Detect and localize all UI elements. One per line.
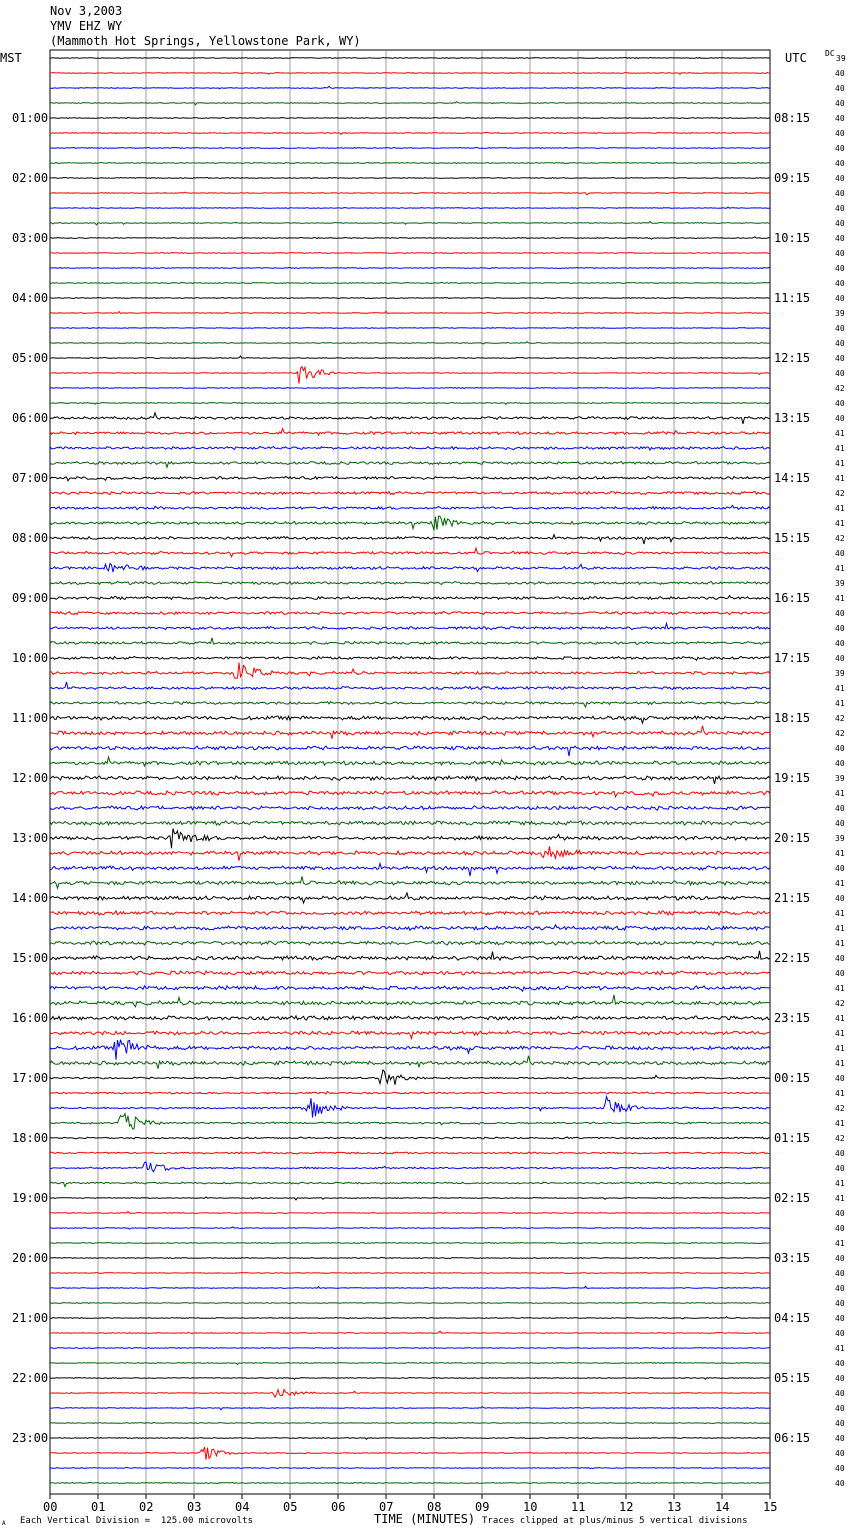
seismic-trace — [50, 298, 770, 299]
header-location: (Mammoth Hot Springs, Yellowstone Park, WY) — [50, 34, 361, 48]
utc-hour-label: 13:15 — [774, 411, 811, 425]
seismic-trace — [50, 447, 770, 451]
seismic-trace — [50, 117, 770, 118]
dc-offset-value: 41 — [835, 984, 845, 993]
mst-hour-label: 22:00 — [12, 1371, 49, 1385]
seismic-trace — [50, 757, 770, 766]
dc-offset-value: 40 — [835, 189, 845, 198]
x-tick-label: 03 — [187, 1500, 202, 1514]
dc-offset-value: 41 — [835, 1119, 845, 1128]
dc-offset-value: 41 — [835, 924, 845, 933]
dc-offset-value: 40 — [835, 1149, 845, 1158]
seismic-trace — [50, 1040, 770, 1060]
dc-offset-value: 42 — [835, 999, 845, 1008]
dc-offset-value: 40 — [835, 609, 845, 618]
seismic-trace — [50, 1390, 770, 1398]
seismic-trace — [50, 1243, 770, 1244]
header-station: YMV EHZ WY — [50, 19, 123, 33]
dc-offset-value: 41 — [835, 1044, 845, 1053]
dc-offset-value: 42 — [835, 714, 845, 723]
x-tick-label: 07 — [379, 1500, 394, 1514]
seismic-trace — [50, 102, 770, 105]
x-tick-label: 02 — [139, 1500, 154, 1514]
seismic-trace — [50, 746, 770, 756]
dc-offset-value: 40 — [835, 819, 845, 828]
dc-offset-value: 40 — [835, 624, 845, 633]
seismic-trace — [50, 582, 770, 585]
utc-hour-label: 19:15 — [774, 771, 811, 785]
utc-hour-label: 18:15 — [774, 711, 811, 725]
seismic-trace — [50, 1273, 770, 1274]
seismic-trace — [50, 1483, 770, 1484]
x-tick-label: 00 — [43, 1500, 58, 1514]
seismic-trace — [50, 342, 770, 344]
seismic-trace — [50, 846, 770, 861]
seismic-trace — [50, 476, 770, 480]
dc-offset-value: 41 — [835, 699, 845, 708]
seismic-trace — [50, 516, 770, 530]
dc-offset-value: 40 — [835, 99, 845, 108]
seismic-trace — [50, 462, 770, 468]
x-tick-label: 15 — [763, 1500, 778, 1514]
dc-offset-value: 41 — [835, 1194, 845, 1203]
dc-offset-value: 40 — [835, 954, 845, 963]
dc-offset-value: 40 — [835, 639, 845, 648]
dc-offset-value: 40 — [835, 1404, 845, 1413]
utc-hour-label: 08:15 — [774, 111, 811, 125]
dc-offset-value: 40 — [835, 354, 845, 363]
dc-offset-value: 40 — [835, 1299, 845, 1308]
seismic-trace — [50, 1286, 770, 1288]
seismic-trace — [50, 726, 770, 739]
seismic-trace — [50, 925, 770, 930]
x-tick-label: 01 — [91, 1500, 106, 1514]
left-zone-label: MST — [0, 51, 22, 65]
seismic-trace — [50, 237, 770, 239]
dc-offset-value: 40 — [835, 399, 845, 408]
seismic-trace — [50, 1447, 770, 1460]
seismic-trace — [50, 222, 770, 225]
x-axis-label: TIME (MINUTES) — [374, 1512, 476, 1526]
dc-offset-value: 40 — [835, 1284, 845, 1293]
utc-hour-label: 02:15 — [774, 1191, 811, 1205]
footer-clip-text: Traces clipped at plus/minus 5 vertical divisions — [482, 1516, 748, 1526]
seismic-trace — [50, 192, 770, 195]
dc-offset-value: 40 — [835, 1224, 845, 1233]
seismic-trace — [50, 1070, 770, 1085]
seismic-trace — [50, 492, 770, 495]
seismic-trace — [50, 356, 770, 358]
seismic-trace — [50, 1407, 770, 1410]
seismic-trace — [50, 1137, 770, 1139]
dc-offset-value: 40 — [835, 549, 845, 558]
dc-offset-value: 40 — [835, 744, 845, 753]
seismic-trace — [50, 1152, 770, 1154]
dc-offset-value: 40 — [835, 414, 845, 423]
mst-hour-label: 17:00 — [12, 1071, 49, 1085]
seismic-trace — [50, 1348, 770, 1349]
seismic-trace — [50, 268, 770, 269]
seismic-trace — [50, 1331, 770, 1333]
mst-hour-label: 16:00 — [12, 1011, 49, 1025]
seismic-trace — [50, 367, 770, 384]
mst-hour-label: 10:00 — [12, 651, 49, 665]
seismic-trace — [50, 1317, 770, 1319]
seismic-trace — [50, 1303, 770, 1304]
mst-hour-label: 14:00 — [12, 891, 49, 905]
seismic-trace — [50, 656, 770, 660]
header-date: Nov 3,2003 — [50, 4, 123, 18]
dc-offset-value: 41 — [835, 1344, 845, 1353]
dc-offset-value: 40 — [835, 969, 845, 978]
dc-offset-value: 41 — [835, 1239, 845, 1248]
dc-offset-value: 40 — [835, 1374, 845, 1383]
footer-tiny-mark: A — [2, 1520, 6, 1527]
seismic-trace — [50, 429, 770, 436]
dc-offset-value: 40 — [835, 249, 845, 258]
mst-hour-label: 15:00 — [12, 951, 49, 965]
dc-offset-value: 39 — [835, 834, 845, 843]
mst-hour-label: 12:00 — [12, 771, 49, 785]
dc-offset-value: 40 — [835, 1464, 845, 1473]
dc-offset-value: 41 — [835, 1029, 845, 1038]
utc-hour-label: 17:15 — [774, 651, 811, 665]
dc-offset-value: 41 — [835, 504, 845, 513]
dc-offset-value: 41 — [835, 939, 845, 948]
dc-offset-value: 40 — [835, 1074, 845, 1083]
seismic-trace — [50, 388, 770, 389]
seismic-trace — [50, 1212, 770, 1214]
mst-hour-label: 06:00 — [12, 411, 49, 425]
dc-offset-value: 39 — [835, 774, 845, 783]
seismic-trace — [50, 548, 770, 557]
dc-offset-value: 40 — [835, 1164, 845, 1173]
utc-hour-label: 03:15 — [774, 1251, 811, 1265]
utc-hour-label: 21:15 — [774, 891, 811, 905]
seismic-trace — [50, 863, 770, 876]
seismic-trace — [50, 791, 770, 797]
seismic-trace — [50, 893, 770, 903]
seismic-trace — [50, 133, 770, 135]
seismic-trace — [50, 941, 770, 945]
mst-hour-label: 08:00 — [12, 531, 49, 545]
dc-offset-value: 39 — [835, 669, 845, 678]
seismic-trace — [50, 403, 770, 405]
seismic-trace — [50, 638, 770, 645]
seismic-trace — [50, 829, 770, 849]
dc-offset-value: 41 — [835, 684, 845, 693]
x-tick-label: 09 — [475, 1500, 490, 1514]
dc-offset-value: 40 — [835, 129, 845, 138]
x-tick-label: 04 — [235, 1500, 250, 1514]
x-tick-label: 06 — [331, 1500, 346, 1514]
seismic-trace — [50, 1197, 770, 1200]
seismic-trace — [50, 58, 770, 59]
dc-offset-value: 40 — [835, 1359, 845, 1368]
dc-offset-value: 42 — [835, 489, 845, 498]
dc-offset-value: 39 — [835, 579, 845, 588]
utc-hour-label: 10:15 — [774, 231, 811, 245]
seismic-trace — [50, 995, 770, 1007]
seismic-trace — [50, 1257, 770, 1258]
utc-hour-label: 06:15 — [774, 1431, 811, 1445]
utc-hour-label: 14:15 — [774, 471, 811, 485]
x-tick-label: 11 — [571, 1500, 586, 1514]
seismic-trace — [50, 282, 770, 283]
dc-offset-value: 41 — [835, 459, 845, 468]
dc-offset-value: 40 — [835, 1209, 845, 1218]
utc-hour-label: 09:15 — [774, 171, 811, 185]
utc-hour-label: 23:15 — [774, 1011, 811, 1025]
seismic-trace — [50, 1031, 770, 1039]
dc-offset-value: 40 — [835, 1479, 845, 1488]
dc-offset-value: 40 — [835, 69, 845, 78]
dc-offset-value: 40 — [835, 159, 845, 168]
dc-offset-value: 42 — [835, 1134, 845, 1143]
seismic-trace — [50, 776, 770, 784]
mst-hour-label: 09:00 — [12, 591, 49, 605]
dc-offset-value: 40 — [835, 1434, 845, 1443]
utc-hour-label: 11:15 — [774, 291, 811, 305]
seismic-trace — [50, 1097, 770, 1118]
seismic-trace — [50, 1182, 770, 1187]
mst-hour-label: 07:00 — [12, 471, 49, 485]
dc-offset-value: 40 — [835, 114, 845, 123]
dc-offset-value: 40 — [835, 1329, 845, 1338]
dc-offset-value: 40 — [835, 144, 845, 153]
dc-offset-value: 40 — [835, 1419, 845, 1428]
utc-hour-label: 15:15 — [774, 531, 811, 545]
dc-offset-value: 42 — [835, 534, 845, 543]
mst-hour-label: 04:00 — [12, 291, 49, 305]
dc-offset-value: 39 — [836, 54, 846, 63]
utc-hour-label: 20:15 — [774, 831, 811, 845]
seismic-trace — [50, 1422, 770, 1423]
dc-offset-value: 40 — [835, 759, 845, 768]
seismic-trace — [50, 253, 770, 254]
dc-offset-value: 42 — [835, 1104, 845, 1113]
dc-offset-value: 40 — [835, 324, 845, 333]
dc-offset-value: 40 — [835, 84, 845, 93]
plot-frame — [50, 50, 770, 1494]
seismic-trace — [50, 682, 770, 690]
dc-offset-value: 40 — [835, 864, 845, 873]
dc-offset-value: 41 — [835, 1179, 845, 1188]
dc-offset-value: 42 — [835, 384, 845, 393]
dc-offset-value: 40 — [835, 804, 845, 813]
right-zone-label: UTC — [785, 51, 807, 65]
utc-hour-label: 22:15 — [774, 951, 811, 965]
dc-offset-value: 40 — [835, 1254, 845, 1263]
dc-offset-value: 41 — [835, 564, 845, 573]
dc-offset-value: 41 — [835, 474, 845, 483]
seismic-trace — [50, 951, 770, 961]
utc-hour-label: 16:15 — [774, 591, 811, 605]
x-tick-label: 13 — [667, 1500, 682, 1514]
utc-hour-label: 05:15 — [774, 1371, 811, 1385]
dc-label: DC — [825, 49, 835, 58]
dc-offset-value: 40 — [835, 204, 845, 213]
dc-offset-value: 40 — [835, 234, 845, 243]
mst-hour-label: 03:00 — [12, 231, 49, 245]
mst-hour-label: 23:00 — [12, 1431, 49, 1445]
seismic-trace — [50, 178, 770, 179]
seismic-trace — [50, 702, 770, 708]
mst-hour-label: 13:00 — [12, 831, 49, 845]
dc-offset-value: 41 — [835, 1014, 845, 1023]
seismic-trace — [50, 612, 770, 615]
mst-hour-label: 21:00 — [12, 1311, 49, 1325]
seismic-trace — [50, 564, 770, 573]
dc-offset-value: 41 — [835, 1059, 845, 1068]
x-tick-label: 14 — [715, 1500, 730, 1514]
seismic-trace — [50, 596, 770, 600]
seismic-trace — [50, 328, 770, 329]
seismic-trace — [50, 1016, 770, 1020]
mst-hour-label: 18:00 — [12, 1131, 49, 1145]
seismic-trace — [50, 535, 770, 544]
seismic-trace — [50, 623, 770, 629]
seismic-trace — [50, 1114, 770, 1129]
seismic-trace — [50, 663, 770, 679]
seismic-trace — [50, 86, 770, 89]
seismic-trace — [50, 1438, 770, 1440]
mst-hour-label: 01:00 — [12, 111, 49, 125]
utc-hour-label: 00:15 — [774, 1071, 811, 1085]
mst-hour-label: 02:00 — [12, 171, 49, 185]
seismic-trace — [50, 163, 770, 164]
dc-offset-value: 41 — [835, 444, 845, 453]
dc-offset-value: 40 — [835, 1314, 845, 1323]
mst-hour-label: 19:00 — [12, 1191, 49, 1205]
seismic-trace — [50, 505, 770, 509]
dc-offset-value: 40 — [835, 339, 845, 348]
seismic-trace — [50, 806, 770, 810]
seismic-trace — [50, 911, 770, 915]
dc-offset-value: 40 — [835, 264, 845, 273]
seismic-trace — [50, 821, 770, 825]
seismic-trace — [50, 1378, 770, 1380]
dc-offset-value: 40 — [835, 1389, 845, 1398]
seismic-trace — [50, 1162, 770, 1172]
dc-offset-value: 40 — [835, 174, 845, 183]
x-tick-label: 10 — [523, 1500, 538, 1514]
dc-offset-value: 40 — [835, 369, 845, 378]
dc-offset-value: 40 — [835, 219, 845, 228]
seismic-trace — [50, 413, 770, 424]
seismic-trace — [50, 1056, 770, 1069]
dc-offset-value: 41 — [835, 1089, 845, 1098]
utc-hour-label: 01:15 — [774, 1131, 811, 1145]
mst-hour-label: 05:00 — [12, 351, 49, 365]
dc-offset-value: 40 — [835, 294, 845, 303]
seismic-trace — [50, 716, 770, 723]
seismic-trace — [50, 311, 770, 313]
seismic-trace — [50, 1227, 770, 1229]
dc-offset-value: 41 — [835, 909, 845, 918]
seismic-trace — [50, 1092, 770, 1095]
seismic-trace — [50, 876, 770, 888]
dc-offset-value: 40 — [835, 279, 845, 288]
dc-offset-value: 41 — [835, 429, 845, 438]
seismic-trace — [50, 148, 770, 149]
dc-offset-value: 42 — [835, 729, 845, 738]
dc-offset-value: 40 — [835, 654, 845, 663]
seismic-trace — [50, 207, 770, 209]
dc-offset-value: 41 — [835, 789, 845, 798]
seismic-trace — [50, 73, 770, 75]
dc-offset-value: 40 — [835, 1269, 845, 1278]
seismic-trace — [50, 971, 770, 975]
utc-hour-label: 04:15 — [774, 1311, 811, 1325]
seismic-trace — [50, 1468, 770, 1469]
mst-hour-label: 20:00 — [12, 1251, 49, 1265]
utc-hour-label: 12:15 — [774, 351, 811, 365]
dc-offset-value: 40 — [835, 894, 845, 903]
dc-offset-value: 40 — [835, 1449, 845, 1458]
dc-offset-value: 41 — [835, 879, 845, 888]
dc-offset-value: 41 — [835, 849, 845, 858]
x-tick-label: 05 — [283, 1500, 298, 1514]
seismic-trace — [50, 986, 770, 991]
mst-hour-label: 11:00 — [12, 711, 49, 725]
dc-offset-value: 41 — [835, 594, 845, 603]
seismic-trace — [50, 1363, 770, 1365]
x-tick-label: 08 — [427, 1500, 442, 1514]
footer-division-text: Each Vertical Division = 125.00 microvolts — [20, 1516, 253, 1526]
dc-offset-value: 41 — [835, 519, 845, 528]
dc-offset-value: 39 — [835, 309, 845, 318]
x-tick-label: 12 — [619, 1500, 634, 1514]
